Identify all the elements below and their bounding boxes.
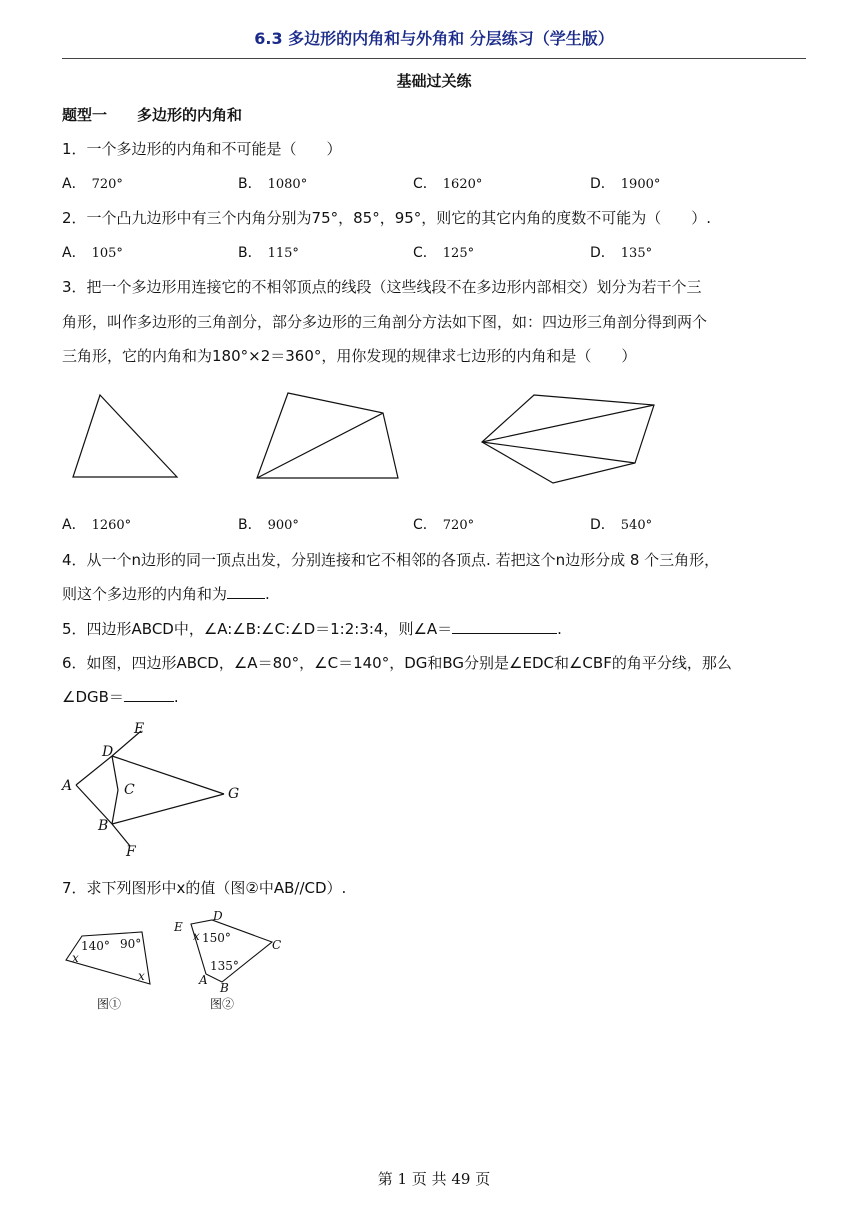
fig2-label-d: D [213,909,223,923]
fig1-angle-140: 140° [81,939,110,953]
fig2-caption: 图② [210,997,235,1011]
fig2-x: x [193,929,200,943]
q2-stem: 2．一个凸九边形中有三个内角分别为75°，85°，95°，则它的其它内角的度数不可能为（ ）. [62,209,712,227]
triangulation-figures [60,385,680,495]
fig2-angle-150: 150° [202,931,231,945]
fig1-x-left: x [72,951,79,965]
q5-stem: 5．四边形ABCD中，∠A:∠B:∠C:∠D＝1:2:3:4，则∠A＝ . [62,620,562,638]
figure-1-labels [72,937,145,1011]
q3-option-b: B． 900° [238,517,299,533]
q1-option-c: C． 1620° [413,176,483,192]
quadrilateral-figure [257,393,398,478]
q6-line-1: 6．如图，四边形ABCD，∠A＝80°，∠C＝140°，DG和BG分别是∠EDC和∠CBF的角平分线，那么 [62,654,732,672]
q3-line-1: 3．把一个多边形用连接它的不相邻顶点的线段（这些线段不在多边形内部相交）划分为若干个三 [62,278,702,296]
q3-option-a: A． 1260° [62,517,132,533]
fig2-angle-135: 135° [210,959,239,973]
q6-answer-blank[interactable] [124,687,174,702]
fig1-angle-90: 90° [120,937,142,951]
label-b: B [98,818,109,834]
figure-2-labels [173,909,281,1011]
q1-option-d: D． 1900° [590,176,661,192]
fig1-x-right: x [138,969,145,983]
fig2-label-a: A [199,973,208,987]
q3-option-d: D． 540° [590,517,653,533]
page-title: 6.3 多边形的内角和与外角和 分层练习（学生版） [254,29,614,48]
q3-line-2: 角形，叫作多边形的三角剖分，部分多边形的三角剖分方法如下图，如：四边形三角剖分得到两个 [62,313,708,331]
q3-option-c: C． 720° [413,517,475,533]
q1-option-a: A． 720° [62,176,123,192]
question-type-heading: 题型一 多边形的内角和 [62,106,243,124]
q2-option-a: A． 105° [62,245,123,261]
q2-option-d: D． 135° [590,245,653,261]
fig2-label-e: E [174,920,183,934]
section-title: 基础过关练 [396,72,472,90]
label-c: C [124,782,135,798]
fig2-label-c: C [272,938,282,952]
q4-line-1: 4．从一个n边形的同一顶点出发，分别连接和它不相邻的各顶点. 若把这个n边形分成 8 个三角形， [62,551,720,569]
q4-answer-blank[interactable] [227,584,265,599]
triangle-figure [73,395,177,477]
q5-answer-blank[interactable] [452,619,557,634]
fig2-label-b: B [220,981,229,995]
q2-option-c: C． 125° [413,245,475,261]
q7-figures [60,908,300,1018]
pentagon-figure [482,395,654,483]
q2-option-b: B． 115° [238,245,299,261]
q4-line-2: 则这个多边形的内角和为 . [62,585,270,603]
q6-figure [58,718,258,862]
label-d: D [102,744,114,760]
header-divider [62,58,806,59]
label-a: A [62,778,73,794]
label-f: F [126,844,136,860]
fig1-caption: 图① [97,997,122,1011]
q1-option-b: B． 1080° [238,176,308,192]
q1-stem: 1．一个多边形的内角和不可能是（ ） [62,140,342,158]
label-g: G [228,786,240,802]
q6-line-2: ∠DGB＝ . [62,688,179,706]
label-e: E [134,721,145,737]
q3-line-3: 三角形，它的内角和为180°×2＝360°，用你发现的规律求七边形的内角和是（ ） [62,347,637,365]
page-number: 第 1 页 共 49 页 [377,1170,491,1188]
q7-stem: 7．求下列图形中x的值（图②中AB//CD）. [62,879,347,897]
